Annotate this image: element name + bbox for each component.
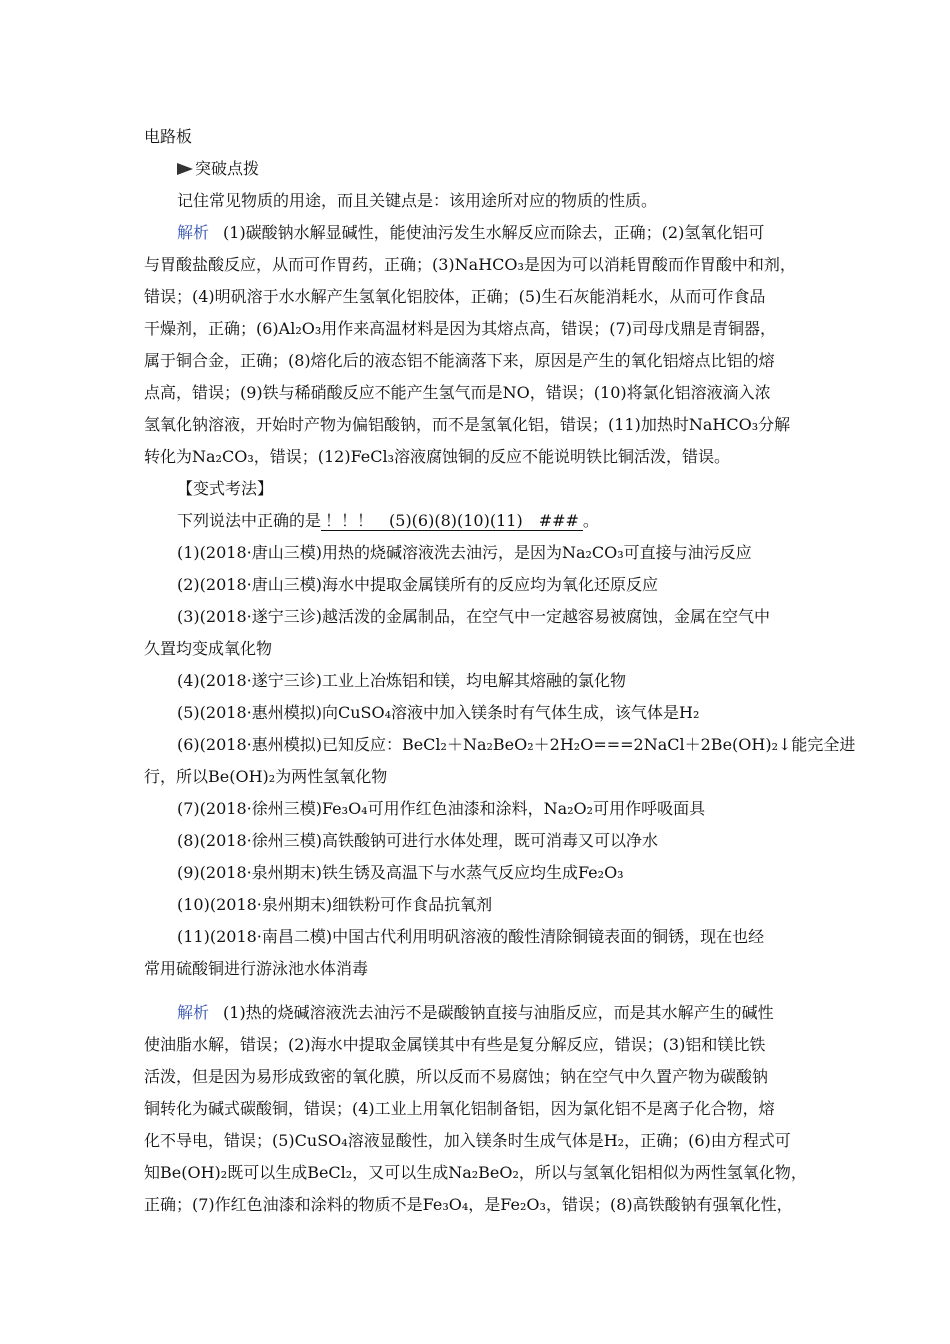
analysis-line	[177, 223, 764, 245]
question-suffix: 。	[582, 511, 599, 530]
list-item: (5)(2018·惠州模拟)向CuSO₄溶液中加入镁条时有气体生成，该气体是H₂	[177, 703, 700, 722]
analysis-text: (1)碳酸钠水解显碱性，能使油污发生水解反应而除去，正确；(2)氢氧化铝可	[223, 223, 765, 242]
analysis-line: 氢氧化钠溶液，开始时产物为偏铝酸钠，而不是氢氧化铝，错误；(11)加热时NaHCO₃分解	[144, 415, 791, 434]
list-item: 行，所以Be(OH)₂为两性氢氧化物	[144, 767, 388, 786]
analysis-text: (1)热的烧碱溶液洗去油污不是碳酸钠直接与油脂反应，而是其水解产生的碱性	[223, 1003, 774, 1022]
analysis-line: 使油脂水解，错误；(2)海水中提取金属镁其中有些是复分解反应，错误；(3)铝和镁比铁	[144, 1035, 766, 1054]
list-item: (4)(2018·遂宁三诊)工业上冶炼铝和镁，均电解其熔融的氯化物	[177, 671, 626, 690]
analysis-line: 错误；(4)明矾溶于水水解产生氢氧化铝胶体，正确；(5)生石灰能消耗水，从而可作食品	[144, 287, 766, 306]
section-heading-tips	[177, 159, 259, 181]
question-line	[177, 511, 599, 533]
list-item: (8)(2018·徐州三模)高铁酸钠可进行水体处理，既可消毒又可以净水	[177, 831, 658, 850]
list-item: (6)(2018·惠州模拟)已知反应：BeCl₂＋Na₂BeO₂＋2H₂O===2NaCl＋2Be(OH)₂↓能完全进	[177, 735, 856, 754]
list-item: (10)(2018·泉州期末)细铁粉可作食品抗氧剂	[177, 895, 493, 914]
list-item: (2)(2018·唐山三模)海水中提取金属镁所有的反应均为氧化还原反应	[177, 575, 658, 594]
analysis-line: 正确；(7)作红色油漆和涂料的物质不是Fe₃O₄，是Fe₂O₃，错误；(8)高铁酸钠有强氧化性，	[144, 1195, 793, 1214]
list-item: 久置均变成氧化物	[144, 639, 273, 658]
analysis-line: 点高，错误；(9)铁与稀硝酸反应不能产生氢气而是NO，错误；(10)将氯化铝溶液滴入浓	[144, 383, 771, 402]
analysis-line: 属于铜合金，正确；(8)熔化后的液态铝不能滴落下来，原因是产生的氧化铝熔点比铝的熔	[144, 351, 775, 370]
analysis-label: 解析	[177, 1003, 210, 1022]
list-item: (1)(2018·唐山三模)用热的烧碱溶液洗去油污，是因为Na₂CO₃可直接与油污反应	[177, 543, 752, 562]
heading-text: 突破点拨	[195, 159, 260, 178]
question-prefix: 下列说法中正确的是	[177, 511, 322, 530]
list-item: (7)(2018·徐州三模)Fe₃O₄可用作红色油漆和涂料，Na₂O₂可用作呼吸面具	[177, 799, 706, 818]
analysis-label: 解析	[177, 223, 210, 242]
list-item: (9)(2018·泉州期末)铁生锈及高温下与水蒸气反应均生成Fe₂O₃	[177, 863, 624, 882]
tip-text: 记住常见物质的用途，而且关键点是：该用途所对应的物质的性质。	[177, 191, 658, 210]
text-fragment: 电路板	[144, 127, 193, 146]
section-heading-variants: 【变式考法】	[177, 479, 274, 498]
list-item: (3)(2018·遂宁三诊)越活泼的金属制品，在空气中一定越容易被腐蚀，金属在空气中	[177, 607, 770, 626]
list-item: (11)(2018·南昌二模)中国古代利用明矾溶液的酸性清除铜镜表面的铜锈，现在也经	[177, 927, 765, 946]
analysis-line: 干燥剂，正确；(6)Al₂O₃用作来高温材料是因为其熔点高，错误；(7)司母戊鼎是青铜器，	[144, 319, 776, 338]
analysis-line: 铜转化为碱式碳酸铜，错误；(4)工业上用氧化铝制备铝，因为氯化铝不是离子化合物，熔	[144, 1099, 775, 1118]
analysis-line: 与胃酸盐酸反应，从而可作胃药，正确；(3)NaHCO₃是因为可以消耗胃酸而作胃酸中和剂，	[144, 255, 796, 274]
arrow-icon	[177, 163, 193, 175]
list-item: 常用硫酸铜进行游泳池水体消毒	[144, 959, 369, 978]
analysis-line: 化不导电，错误；(5)CuSO₄溶液显酸性，加入镁条时生成气体是H₂，正确；(6)由方程式可	[144, 1131, 791, 1150]
answer-blank: ！！！ (5)(6)(8)(10)(11) ###	[321, 511, 583, 531]
analysis-line	[177, 1003, 774, 1025]
analysis-line: 知Be(OH)₂既可以生成BeCl₂，又可以生成Na₂BeO₂，所以与氢氧化铝相似为两性氢氧化物，	[144, 1163, 807, 1182]
analysis-line: 活泼，但是因为易形成致密的氧化膜，所以反而不易腐蚀；钠在空气中久置产物为碳酸钠	[144, 1067, 769, 1086]
analysis-line: 转化为Na₂CO₃，错误；(12)FeCl₃溶液腐蚀铜的反应不能说明铁比铜活泼，错误。	[144, 447, 731, 466]
